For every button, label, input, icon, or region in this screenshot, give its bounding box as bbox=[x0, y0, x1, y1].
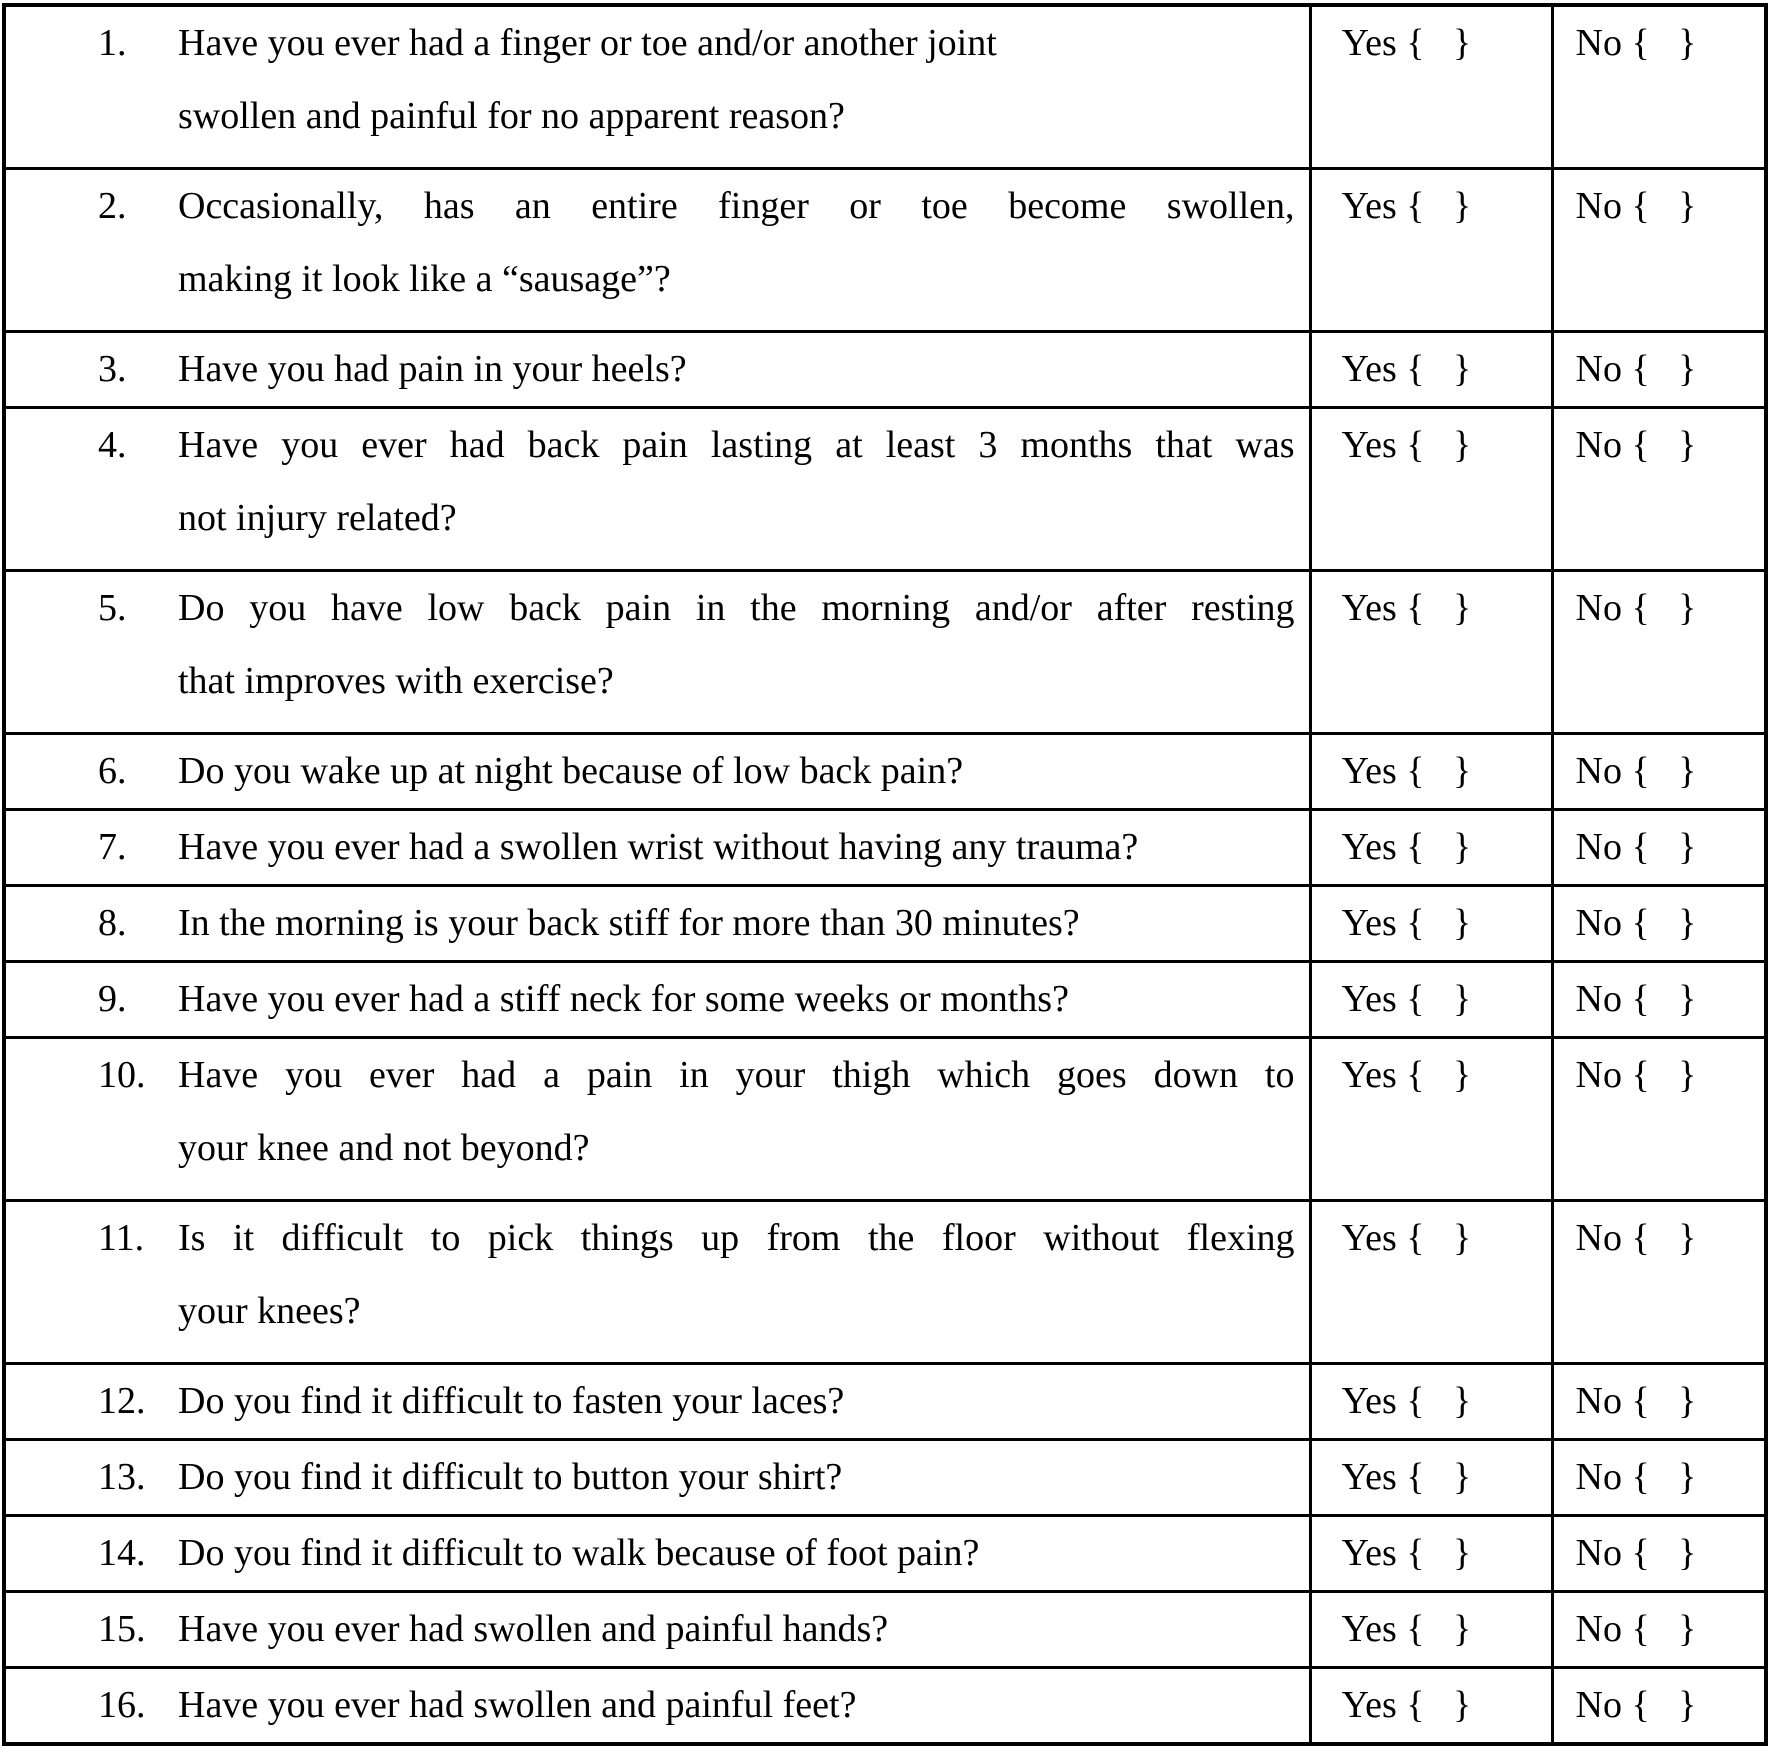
no-checkbox[interactable]: No { } bbox=[1575, 1455, 1697, 1498]
no-option-cell[interactable] bbox=[1552, 407, 1766, 570]
question-text-line: Is it difficult to pick things up from the floor without flexing bbox=[178, 1216, 1295, 1259]
yes-option-cell[interactable] bbox=[1310, 885, 1552, 961]
question-number: 16. bbox=[98, 1683, 146, 1726]
yes-option-cell[interactable] bbox=[1310, 407, 1552, 570]
question-number: 1. bbox=[98, 22, 127, 64]
yes-option-cell[interactable] bbox=[1310, 733, 1552, 809]
question-cell bbox=[4, 331, 1310, 407]
question-cell bbox=[4, 168, 1310, 331]
question-row-13 bbox=[4, 1439, 1766, 1515]
question-number: 4. bbox=[98, 423, 127, 466]
yes-option-cell[interactable] bbox=[1310, 1667, 1552, 1744]
question-row-1 bbox=[4, 5, 1766, 168]
no-option-cell[interactable] bbox=[1552, 5, 1766, 168]
question-row-6 bbox=[4, 733, 1766, 809]
question-row-15 bbox=[4, 1591, 1766, 1667]
no-option-cell[interactable] bbox=[1552, 1515, 1766, 1591]
question-row-3 bbox=[4, 331, 1766, 407]
yes-checkbox[interactable]: Yes { } bbox=[1341, 1683, 1472, 1726]
yes-checkbox[interactable]: Yes { } bbox=[1341, 749, 1472, 792]
no-option-cell[interactable] bbox=[1552, 1037, 1766, 1200]
yes-option-cell[interactable] bbox=[1310, 331, 1552, 407]
no-checkbox[interactable]: No { } bbox=[1575, 1053, 1697, 1096]
question-cell bbox=[4, 733, 1310, 809]
question-cell bbox=[4, 5, 1310, 168]
question-row-10 bbox=[4, 1037, 1766, 1200]
question-cell bbox=[4, 1591, 1310, 1667]
question-cell bbox=[4, 570, 1310, 733]
question-text-line: Do you have low back pain in the morning and/or after resting bbox=[178, 586, 1295, 629]
question-row-9 bbox=[4, 961, 1766, 1037]
question-row-11 bbox=[4, 1200, 1766, 1363]
question-text-line: swollen and painful for no apparent reason? bbox=[178, 95, 845, 137]
question-cell bbox=[4, 407, 1310, 570]
no-checkbox[interactable]: No { } bbox=[1575, 901, 1697, 944]
no-option-cell[interactable] bbox=[1552, 961, 1766, 1037]
question-cell bbox=[4, 961, 1310, 1037]
question-text-line: Do you find it difficult to button your shirt? bbox=[178, 1455, 843, 1498]
yes-checkbox[interactable]: Yes { } bbox=[1341, 901, 1472, 944]
yes-checkbox[interactable]: Yes { } bbox=[1341, 22, 1472, 64]
question-row-16 bbox=[4, 1667, 1766, 1744]
yes-option-cell[interactable] bbox=[1310, 1363, 1552, 1439]
no-checkbox[interactable]: No { } bbox=[1575, 825, 1697, 868]
question-cell bbox=[4, 1037, 1310, 1200]
question-number: 7. bbox=[98, 825, 127, 868]
no-option-cell[interactable] bbox=[1552, 331, 1766, 407]
question-number: 2. bbox=[98, 184, 127, 227]
question-cell bbox=[4, 1363, 1310, 1439]
questionnaire-table bbox=[2, 3, 1768, 1746]
yes-checkbox[interactable]: Yes { } bbox=[1341, 1607, 1472, 1650]
no-checkbox[interactable]: No { } bbox=[1575, 1607, 1697, 1650]
no-checkbox[interactable]: No { } bbox=[1575, 184, 1697, 227]
question-text-line: In the morning is your back stiff for more than 30 minutes? bbox=[178, 901, 1080, 944]
no-checkbox[interactable]: No { } bbox=[1575, 1531, 1697, 1574]
question-cell bbox=[4, 1515, 1310, 1591]
question-row-8 bbox=[4, 885, 1766, 961]
yes-checkbox[interactable]: Yes { } bbox=[1341, 586, 1472, 629]
question-cell bbox=[4, 885, 1310, 961]
yes-checkbox[interactable]: Yes { } bbox=[1341, 423, 1472, 466]
yes-checkbox[interactable]: Yes { } bbox=[1341, 1053, 1472, 1096]
yes-option-cell[interactable] bbox=[1310, 1591, 1552, 1667]
no-checkbox[interactable]: No { } bbox=[1575, 1683, 1697, 1726]
question-text-line: your knee and not beyond? bbox=[178, 1126, 590, 1169]
question-text-line: Do you wake up at night because of low back pain? bbox=[178, 749, 964, 792]
no-option-cell[interactable] bbox=[1552, 1363, 1766, 1439]
question-number: 5. bbox=[98, 586, 127, 629]
question-number: 10. bbox=[98, 1053, 146, 1096]
yes-option-cell[interactable] bbox=[1310, 1037, 1552, 1200]
yes-option-cell[interactable] bbox=[1310, 809, 1552, 885]
no-checkbox[interactable]: No { } bbox=[1575, 977, 1697, 1020]
question-text-line: Have you ever had a finger or toe and/or another joint bbox=[178, 22, 997, 64]
question-text-line: Do you find it difficult to fasten your laces? bbox=[178, 1379, 845, 1422]
question-text-line: Occasionally, has an entire finger or toe become swollen, bbox=[178, 184, 1295, 227]
no-option-cell[interactable] bbox=[1552, 733, 1766, 809]
yes-checkbox[interactable]: Yes { } bbox=[1341, 1531, 1472, 1574]
yes-checkbox[interactable]: Yes { } bbox=[1341, 825, 1472, 868]
yes-option-cell[interactable] bbox=[1310, 1515, 1552, 1591]
question-row-12 bbox=[4, 1363, 1766, 1439]
question-number: 13. bbox=[98, 1455, 146, 1498]
question-cell bbox=[4, 1439, 1310, 1515]
no-checkbox[interactable]: No { } bbox=[1575, 22, 1697, 64]
yes-option-cell[interactable] bbox=[1310, 570, 1552, 733]
no-checkbox[interactable]: No { } bbox=[1575, 347, 1697, 390]
yes-option-cell[interactable] bbox=[1310, 1439, 1552, 1515]
question-text-line: Have you ever had swollen and painful hands? bbox=[178, 1607, 889, 1650]
question-text-line: Have you ever had a pain in your thigh which goes down to bbox=[178, 1053, 1295, 1096]
question-text-line: Have you had pain in your heels? bbox=[178, 347, 687, 390]
question-text-line: Have you ever had swollen and painful feet? bbox=[178, 1683, 857, 1726]
no-checkbox[interactable]: No { } bbox=[1575, 1216, 1697, 1259]
question-text-line: Have you ever had a stiff neck for some weeks or months? bbox=[178, 977, 1069, 1020]
question-text-line: Have you ever had a swollen wrist without having any trauma? bbox=[178, 825, 1139, 868]
question-number: 3. bbox=[98, 347, 127, 390]
yes-option-cell[interactable] bbox=[1310, 1200, 1552, 1363]
yes-option-cell[interactable] bbox=[1310, 961, 1552, 1037]
no-option-cell[interactable] bbox=[1552, 1439, 1766, 1515]
yes-option-cell[interactable] bbox=[1310, 168, 1552, 331]
yes-checkbox[interactable]: Yes { } bbox=[1341, 1455, 1472, 1498]
no-option-cell[interactable] bbox=[1552, 809, 1766, 885]
no-checkbox[interactable]: No { } bbox=[1575, 749, 1697, 792]
yes-checkbox[interactable]: Yes { } bbox=[1341, 1216, 1472, 1259]
question-row-2 bbox=[4, 168, 1766, 331]
question-cell bbox=[4, 809, 1310, 885]
yes-checkbox[interactable]: Yes { } bbox=[1341, 1379, 1472, 1422]
question-number: 15. bbox=[98, 1607, 146, 1650]
question-text-line: making it look like a “sausage”? bbox=[178, 257, 671, 300]
question-text-line: your knees? bbox=[178, 1289, 361, 1332]
no-checkbox[interactable]: No { } bbox=[1575, 423, 1697, 466]
yes-checkbox[interactable]: Yes { } bbox=[1341, 184, 1472, 227]
no-option-cell[interactable] bbox=[1552, 1591, 1766, 1667]
no-option-cell[interactable] bbox=[1552, 1200, 1766, 1363]
question-cell bbox=[4, 1200, 1310, 1363]
no-option-cell[interactable] bbox=[1552, 168, 1766, 331]
question-number: 11. bbox=[98, 1216, 145, 1259]
question-row-14 bbox=[4, 1515, 1766, 1591]
no-checkbox[interactable]: No { } bbox=[1575, 1379, 1697, 1422]
no-option-cell[interactable] bbox=[1552, 570, 1766, 733]
question-number: 14. bbox=[98, 1531, 146, 1574]
question-number: 6. bbox=[98, 749, 127, 792]
no-option-cell[interactable] bbox=[1552, 1667, 1766, 1744]
question-row-5 bbox=[4, 570, 1766, 733]
yes-checkbox[interactable]: Yes { } bbox=[1341, 977, 1472, 1020]
question-text-line: Do you find it difficult to walk because of foot pain? bbox=[178, 1531, 980, 1574]
yes-checkbox[interactable]: Yes { } bbox=[1341, 347, 1472, 390]
question-cell bbox=[4, 1667, 1310, 1744]
question-number: 8. bbox=[98, 901, 127, 944]
question-number: 9. bbox=[98, 977, 127, 1020]
question-row-7 bbox=[4, 809, 1766, 885]
question-text-line: Have you ever had back pain lasting at least 3 months that was bbox=[178, 423, 1295, 466]
yes-option-cell[interactable] bbox=[1310, 5, 1552, 168]
question-row-4 bbox=[4, 407, 1766, 570]
question-text-line: that improves with exercise? bbox=[178, 659, 614, 702]
question-text-line: not injury related? bbox=[178, 496, 457, 539]
no-checkbox[interactable]: No { } bbox=[1575, 586, 1697, 629]
no-option-cell[interactable] bbox=[1552, 885, 1766, 961]
question-number: 12. bbox=[98, 1379, 146, 1422]
